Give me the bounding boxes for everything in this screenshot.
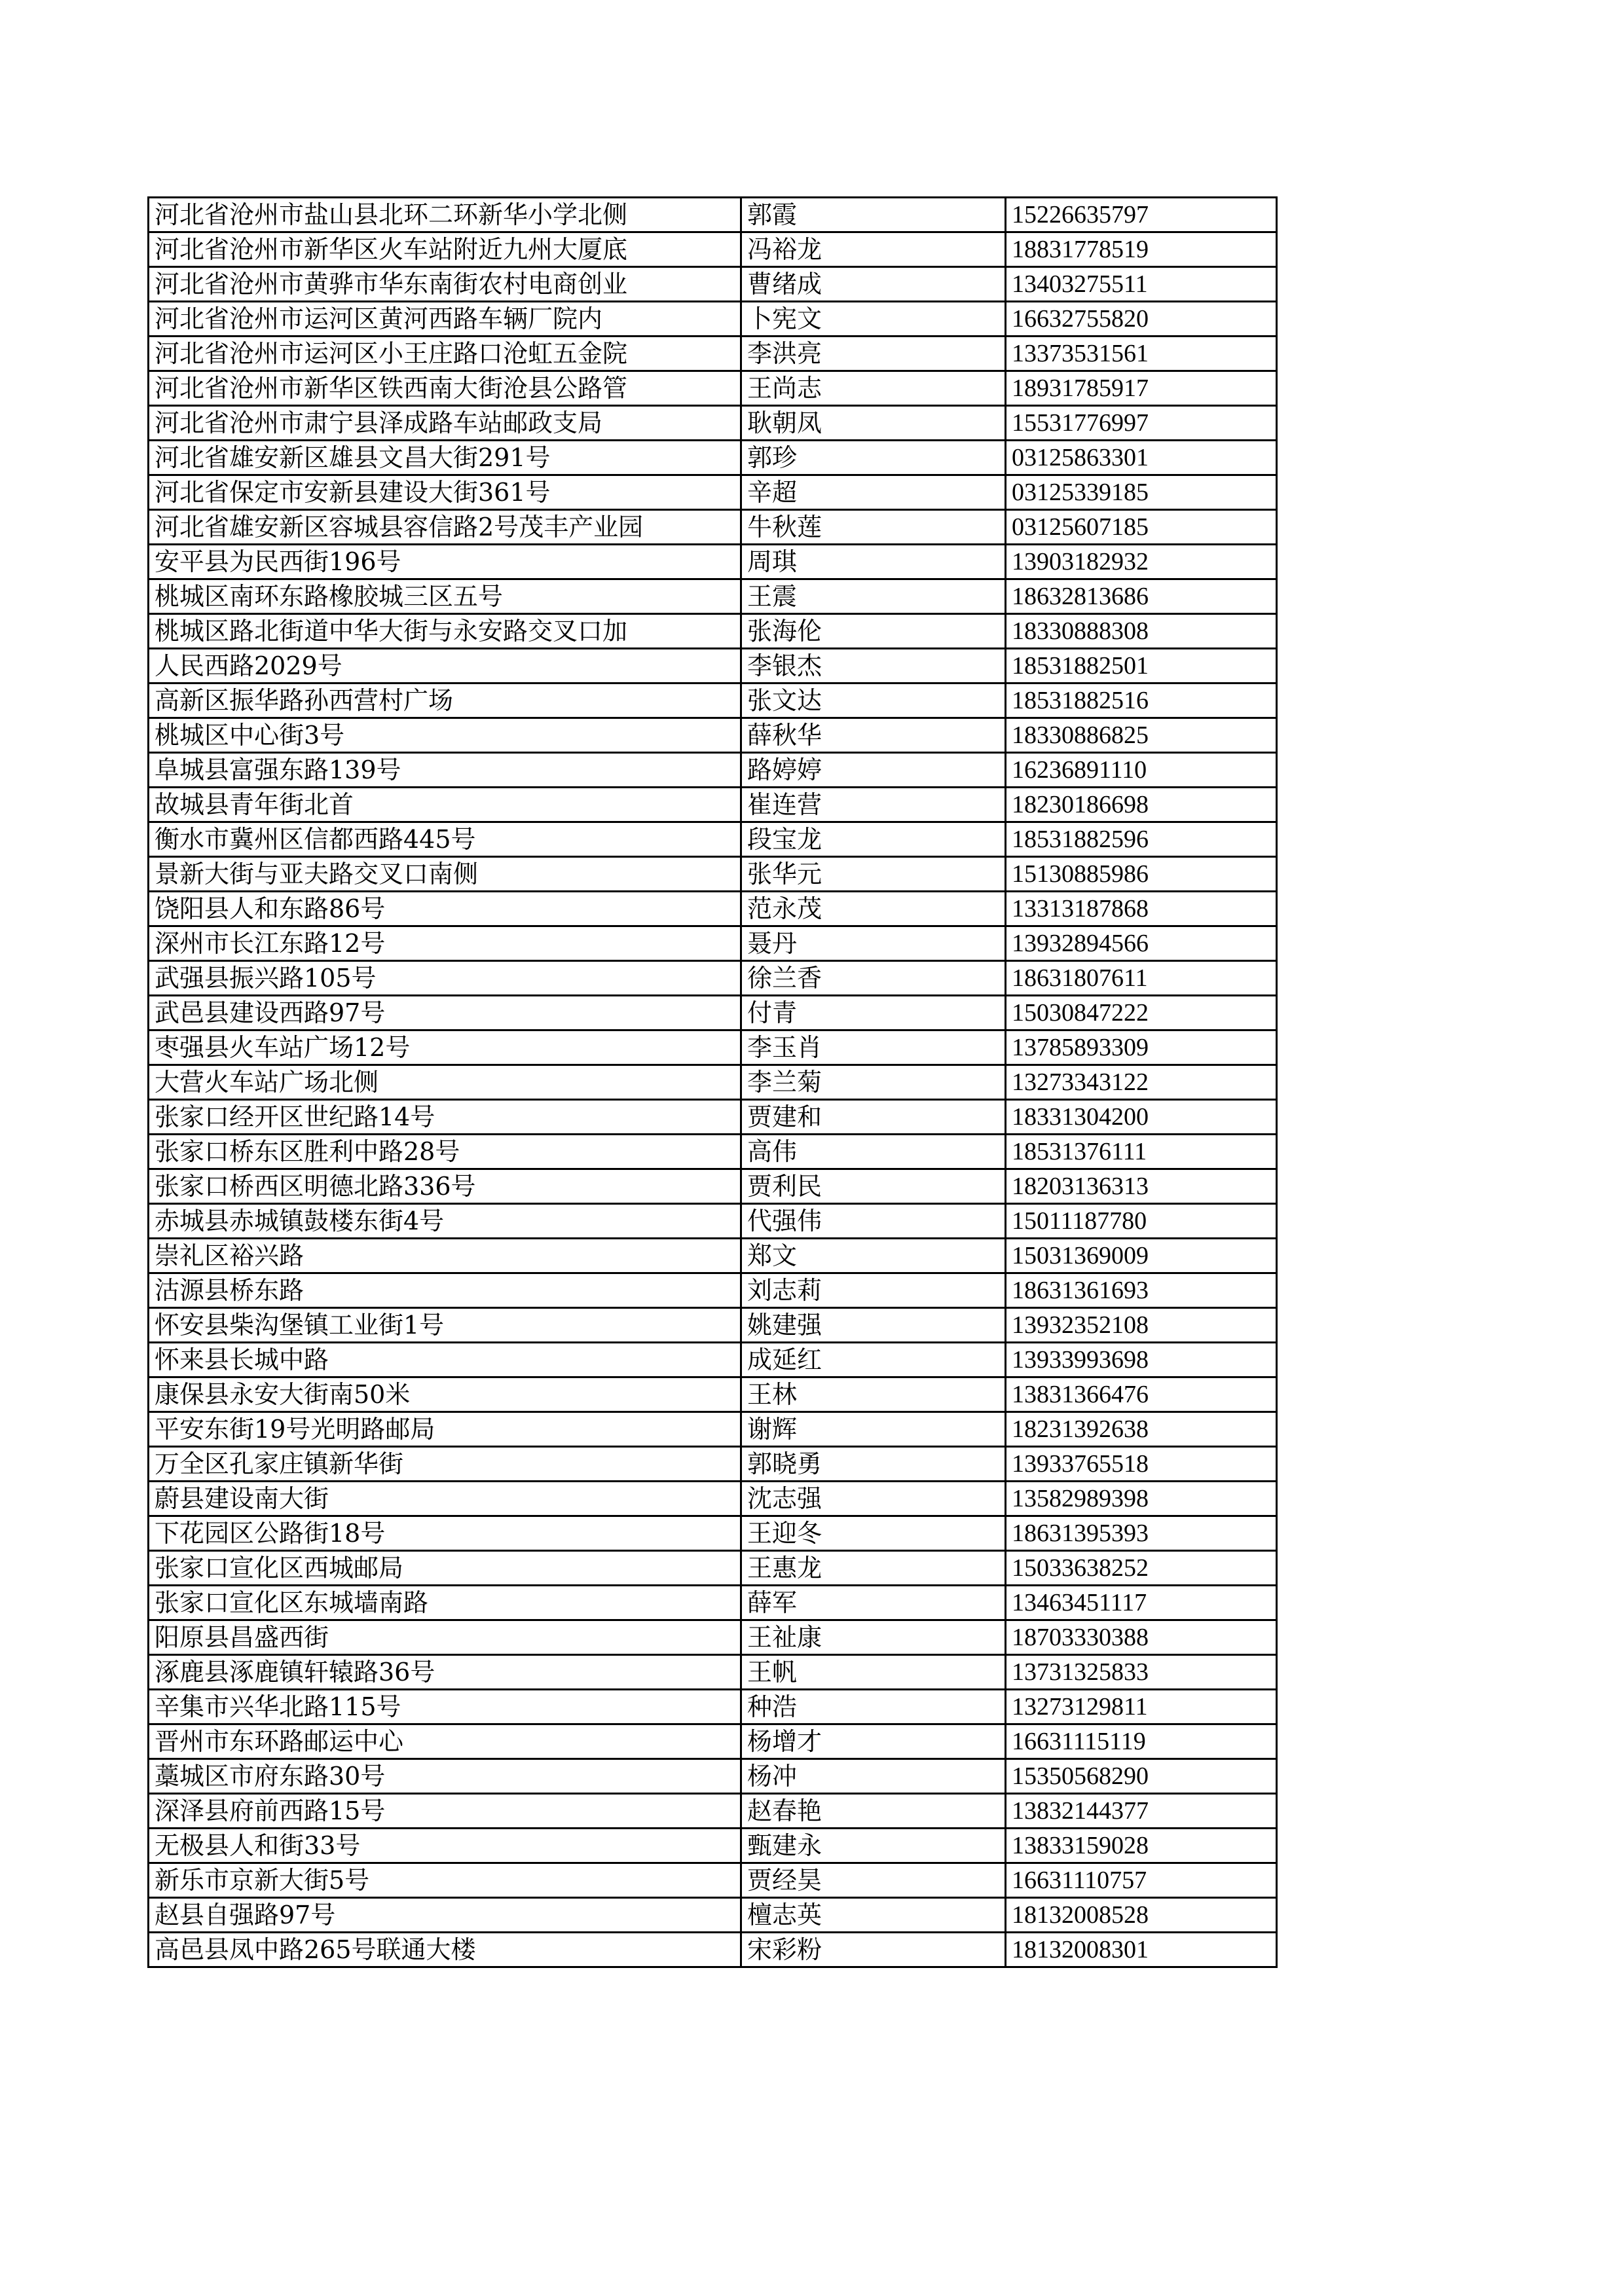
contact-name-cell[interactable]: 李洪亮 — [741, 337, 1006, 371]
contact-name-cell[interactable]: 冯裕龙 — [741, 232, 1006, 267]
phone-cell[interactable]: 15031369009 — [1006, 1239, 1277, 1273]
contact-name-cell[interactable]: 宋彩粉 — [741, 1933, 1006, 1967]
address-cell[interactable]: 河北省沧州市肃宁县泽成路车站邮政支局 — [149, 406, 741, 441]
contact-name-cell[interactable]: 李玉肖 — [741, 1030, 1006, 1065]
table-row — [149, 337, 1277, 371]
contact-name-cell[interactable]: 王林 — [741, 1377, 1006, 1412]
address-cell[interactable]: 安平县为民西街196号 — [149, 545, 741, 579]
address-cell[interactable]: 康保县永安大街南50米 — [149, 1377, 741, 1412]
table-row — [149, 510, 1277, 545]
address-cell[interactable]: 桃城区中心街3号 — [149, 718, 741, 753]
contact-name-cell[interactable]: 薛军 — [741, 1586, 1006, 1620]
phone-cell[interactable]: 18203136313 — [1006, 1169, 1277, 1204]
table-row — [149, 961, 1277, 996]
address-cell[interactable]: 深泽县府前西路15号 — [149, 1794, 741, 1829]
table-row — [149, 1343, 1277, 1377]
table-row — [149, 1169, 1277, 1204]
contact-table — [147, 196, 1278, 1968]
phone-cell[interactable]: 13933765518 — [1006, 1447, 1277, 1482]
address-cell[interactable]: 崇礼区裕兴路 — [149, 1239, 741, 1273]
phone-cell[interactable]: 15350568290 — [1006, 1759, 1277, 1794]
table-row — [149, 1829, 1277, 1863]
phone-cell[interactable]: 13273129811 — [1006, 1690, 1277, 1724]
table-row — [149, 267, 1277, 302]
contact-name-cell[interactable]: 郭珍 — [741, 441, 1006, 475]
table-row — [149, 753, 1277, 788]
phone-cell[interactable]: 13833159028 — [1006, 1829, 1277, 1863]
contact-name-cell[interactable]: 薛秋华 — [741, 718, 1006, 753]
phone-cell[interactable]: 18531882516 — [1006, 683, 1277, 718]
address-cell[interactable]: 武邑县建设西路97号 — [149, 996, 741, 1030]
contact-name-cell[interactable]: 王祉康 — [741, 1620, 1006, 1655]
table-row — [149, 1759, 1277, 1794]
address-cell[interactable]: 晋州市东环路邮运中心 — [149, 1724, 741, 1759]
table-row — [149, 1863, 1277, 1898]
table-row — [149, 1204, 1277, 1239]
table-row — [149, 1690, 1277, 1724]
table-row — [149, 1135, 1277, 1169]
table-row — [149, 718, 1277, 753]
phone-cell[interactable]: 13832144377 — [1006, 1794, 1277, 1829]
contact-name-cell[interactable]: 徐兰香 — [741, 961, 1006, 996]
address-cell[interactable]: 涿鹿县涿鹿镇轩辕路36号 — [149, 1655, 741, 1690]
phone-cell[interactable]: 15033638252 — [1006, 1551, 1277, 1586]
contact-name-cell[interactable]: 王惠龙 — [741, 1551, 1006, 1586]
contact-name-cell[interactable]: 高伟 — [741, 1135, 1006, 1169]
contact-name-cell[interactable]: 郑文 — [741, 1239, 1006, 1273]
address-cell[interactable]: 张家口桥西区明德北路336号 — [149, 1169, 741, 1204]
phone-cell[interactable]: 15130885986 — [1006, 857, 1277, 892]
table-row — [149, 1412, 1277, 1447]
phone-cell[interactable]: 18931785917 — [1006, 371, 1277, 406]
contact-name-cell[interactable]: 路婷婷 — [741, 753, 1006, 788]
table-row — [149, 822, 1277, 857]
table-row — [149, 1482, 1277, 1516]
contact-name-cell[interactable]: 张文达 — [741, 683, 1006, 718]
address-cell[interactable]: 怀安县柴沟堡镇工业街1号 — [149, 1308, 741, 1343]
table-row — [149, 1794, 1277, 1829]
phone-cell[interactable]: 18531376111 — [1006, 1135, 1277, 1169]
table-row — [149, 683, 1277, 718]
table-row — [149, 1724, 1277, 1759]
table-row — [149, 1516, 1277, 1551]
contact-name-cell[interactable]: 范永茂 — [741, 892, 1006, 926]
phone-cell[interactable]: 18632813686 — [1006, 579, 1277, 614]
address-cell[interactable]: 大营火车站广场北侧 — [149, 1065, 741, 1100]
address-cell[interactable]: 河北省保定市安新县建设大街361号 — [149, 475, 741, 510]
contact-name-cell[interactable]: 沈志强 — [741, 1482, 1006, 1516]
table-row — [149, 1377, 1277, 1412]
phone-cell[interactable]: 03125863301 — [1006, 441, 1277, 475]
address-cell[interactable]: 深州市长江东路12号 — [149, 926, 741, 961]
phone-cell[interactable]: 18831778519 — [1006, 232, 1277, 267]
address-cell[interactable]: 人民西路2029号 — [149, 649, 741, 683]
contact-name-cell[interactable]: 谢辉 — [741, 1412, 1006, 1447]
table-row — [149, 198, 1277, 232]
phone-cell[interactable]: 16631110757 — [1006, 1863, 1277, 1898]
phone-cell[interactable]: 13582989398 — [1006, 1482, 1277, 1516]
contact-name-cell[interactable]: 贾经昊 — [741, 1863, 1006, 1898]
contact-name-cell[interactable]: 李兰菊 — [741, 1065, 1006, 1100]
address-cell[interactable]: 高邑县凤中路265号联通大楼 — [149, 1933, 741, 1967]
contact-name-cell[interactable]: 贾建和 — [741, 1100, 1006, 1135]
address-cell[interactable]: 桃城区路北街道中华大街与永安路交叉口加 — [149, 614, 741, 649]
table-row — [149, 926, 1277, 961]
phone-cell[interactable]: 13731325833 — [1006, 1655, 1277, 1690]
address-cell[interactable]: 辛集市兴华北路115号 — [149, 1690, 741, 1724]
table-row — [149, 1620, 1277, 1655]
contact-name-cell[interactable]: 王震 — [741, 579, 1006, 614]
address-cell[interactable]: 藁城区市府东路30号 — [149, 1759, 741, 1794]
phone-cell[interactable]: 18531882501 — [1006, 649, 1277, 683]
table-row — [149, 406, 1277, 441]
phone-cell[interactable]: 13403275511 — [1006, 267, 1277, 302]
address-cell[interactable]: 下花园区公路街18号 — [149, 1516, 741, 1551]
contact-name-cell[interactable]: 种浩 — [741, 1690, 1006, 1724]
table-row — [149, 1898, 1277, 1933]
phone-cell[interactable]: 18330886825 — [1006, 718, 1277, 753]
address-cell[interactable]: 桃城区南环东路橡胶城三区五号 — [149, 579, 741, 614]
table-row — [149, 441, 1277, 475]
contact-name-cell[interactable]: 郭霞 — [741, 198, 1006, 232]
address-cell[interactable]: 阜城县富强东路139号 — [149, 753, 741, 788]
contact-name-cell[interactable]: 王尚志 — [741, 371, 1006, 406]
contact-name-cell[interactable]: 李银杰 — [741, 649, 1006, 683]
table-row — [149, 1655, 1277, 1690]
contact-name-cell[interactable]: 王帆 — [741, 1655, 1006, 1690]
address-cell[interactable]: 张家口桥东区胜利中路28号 — [149, 1135, 741, 1169]
phone-cell[interactable]: 16632755820 — [1006, 302, 1277, 337]
phone-cell[interactable]: 16236891110 — [1006, 753, 1277, 788]
contact-name-cell[interactable]: 甄建永 — [741, 1829, 1006, 1863]
address-cell[interactable]: 河北省沧州市黄骅市华东南街农村电商创业 — [149, 267, 741, 302]
phone-cell[interactable]: 13932352108 — [1006, 1308, 1277, 1343]
address-cell[interactable]: 枣强县火车站广场12号 — [149, 1030, 741, 1065]
phone-cell[interactable]: 18631807611 — [1006, 961, 1277, 996]
address-cell[interactable]: 河北省雄安新区容城县容信路2号茂丰产业园 — [149, 510, 741, 545]
contact-name-cell[interactable]: 曹绪成 — [741, 267, 1006, 302]
contact-name-cell[interactable]: 周琪 — [741, 545, 1006, 579]
phone-cell[interactable]: 18531882596 — [1006, 822, 1277, 857]
table-row — [149, 1273, 1277, 1308]
address-cell[interactable]: 张家口经开区世纪路14号 — [149, 1100, 741, 1135]
contact-name-cell[interactable]: 代强伟 — [741, 1204, 1006, 1239]
phone-cell[interactable]: 03125607185 — [1006, 510, 1277, 545]
address-cell[interactable]: 景新大街与亚夫路交叉口南侧 — [149, 857, 741, 892]
phone-cell[interactable]: 18331304200 — [1006, 1100, 1277, 1135]
contact-name-cell[interactable]: 檀志英 — [741, 1898, 1006, 1933]
phone-cell[interactable]: 13273343122 — [1006, 1065, 1277, 1100]
contact-name-cell[interactable]: 卜宪文 — [741, 302, 1006, 337]
contact-name-cell[interactable]: 杨增才 — [741, 1724, 1006, 1759]
address-cell[interactable]: 武强县振兴路105号 — [149, 961, 741, 996]
contact-name-cell[interactable]: 姚建强 — [741, 1308, 1006, 1343]
phone-cell[interactable]: 18330888308 — [1006, 614, 1277, 649]
contact-name-cell[interactable]: 贾利民 — [741, 1169, 1006, 1204]
phone-cell[interactable]: 13373531561 — [1006, 337, 1277, 371]
phone-cell[interactable]: 15226635797 — [1006, 198, 1277, 232]
contact-name-cell[interactable]: 张海伦 — [741, 614, 1006, 649]
phone-cell[interactable]: 18631395393 — [1006, 1516, 1277, 1551]
table-row — [149, 302, 1277, 337]
address-cell[interactable]: 蔚县建设南大街 — [149, 1482, 741, 1516]
table-row — [149, 1933, 1277, 1967]
phone-cell[interactable]: 16631115119 — [1006, 1724, 1277, 1759]
contact-name-cell[interactable]: 付青 — [741, 996, 1006, 1030]
phone-cell[interactable]: 03125339185 — [1006, 475, 1277, 510]
table-row — [149, 614, 1277, 649]
phone-cell[interactable]: 13313187868 — [1006, 892, 1277, 926]
address-cell[interactable]: 新乐市京新大街5号 — [149, 1863, 741, 1898]
phone-cell[interactable]: 15011187780 — [1006, 1204, 1277, 1239]
table-row — [149, 1586, 1277, 1620]
address-cell[interactable]: 怀来县长城中路 — [149, 1343, 741, 1377]
table-row — [149, 1030, 1277, 1065]
table-row — [149, 232, 1277, 267]
address-cell[interactable]: 河北省沧州市运河区黄河西路车辆厂院内 — [149, 302, 741, 337]
phone-cell[interactable]: 13463451117 — [1006, 1586, 1277, 1620]
table-body — [149, 198, 1277, 1967]
address-cell[interactable]: 无极县人和街33号 — [149, 1829, 741, 1863]
address-cell[interactable]: 河北省沧州市盐山县北环二环新华小学北侧 — [149, 198, 741, 232]
phone-cell[interactable]: 18631361693 — [1006, 1273, 1277, 1308]
contact-name-cell[interactable]: 赵春艳 — [741, 1794, 1006, 1829]
address-cell[interactable]: 张家口宣化区东城墙南路 — [149, 1586, 741, 1620]
address-cell[interactable]: 饶阳县人和东路86号 — [149, 892, 741, 926]
table-row — [149, 475, 1277, 510]
contact-name-cell[interactable]: 郭晓勇 — [741, 1447, 1006, 1482]
table-row — [149, 892, 1277, 926]
phone-cell[interactable]: 13831366476 — [1006, 1377, 1277, 1412]
address-cell[interactable]: 平安东街19号光明路邮局 — [149, 1412, 741, 1447]
phone-cell[interactable]: 13932894566 — [1006, 926, 1277, 961]
address-cell[interactable]: 高新区振华路孙西营村广场 — [149, 683, 741, 718]
contact-name-cell[interactable]: 辛超 — [741, 475, 1006, 510]
contact-name-cell[interactable]: 耿朝凤 — [741, 406, 1006, 441]
phone-cell[interactable]: 18230186698 — [1006, 788, 1277, 822]
phone-cell[interactable]: 13785893309 — [1006, 1030, 1277, 1065]
address-cell[interactable]: 河北省沧州市新华区火车站附近九州大厦底 — [149, 232, 741, 267]
table-row — [149, 1065, 1277, 1100]
phone-cell[interactable]: 15531776997 — [1006, 406, 1277, 441]
phone-cell[interactable]: 18132008301 — [1006, 1933, 1277, 1967]
contact-name-cell[interactable]: 杨冲 — [741, 1759, 1006, 1794]
table-row — [149, 545, 1277, 579]
phone-cell[interactable]: 18231392638 — [1006, 1412, 1277, 1447]
table-row — [149, 996, 1277, 1030]
contact-name-cell[interactable]: 聂丹 — [741, 926, 1006, 961]
address-cell[interactable]: 阳原县昌盛西街 — [149, 1620, 741, 1655]
address-cell[interactable]: 河北省雄安新区雄县文昌大街291号 — [149, 441, 741, 475]
contact-name-cell[interactable]: 成延红 — [741, 1343, 1006, 1377]
table-row — [149, 1239, 1277, 1273]
phone-cell[interactable]: 13903182932 — [1006, 545, 1277, 579]
contact-name-cell[interactable]: 段宝龙 — [741, 822, 1006, 857]
address-cell[interactable]: 故城县青年街北首 — [149, 788, 741, 822]
contact-name-cell[interactable]: 牛秋莲 — [741, 510, 1006, 545]
phone-cell[interactable]: 15030847222 — [1006, 996, 1277, 1030]
address-cell[interactable]: 张家口宣化区西城邮局 — [149, 1551, 741, 1586]
phone-cell[interactable]: 13933993698 — [1006, 1343, 1277, 1377]
table-row — [149, 1308, 1277, 1343]
table-row — [149, 1447, 1277, 1482]
address-cell[interactable]: 河北省沧州市运河区小王庄路口沧虹五金院 — [149, 337, 741, 371]
table-row — [149, 579, 1277, 614]
contact-name-cell[interactable]: 刘志莉 — [741, 1273, 1006, 1308]
address-cell[interactable]: 河北省沧州市新华区铁西南大街沧县公路管 — [149, 371, 741, 406]
address-cell[interactable]: 赤城县赤城镇鼓楼东街4号 — [149, 1204, 741, 1239]
address-cell[interactable]: 衡水市冀州区信都西路445号 — [149, 822, 741, 857]
phone-cell[interactable]: 18703330388 — [1006, 1620, 1277, 1655]
table-row — [149, 1100, 1277, 1135]
contact-name-cell[interactable]: 张华元 — [741, 857, 1006, 892]
contact-name-cell[interactable]: 王迎冬 — [741, 1516, 1006, 1551]
phone-cell[interactable]: 18132008528 — [1006, 1898, 1277, 1933]
table-row — [149, 371, 1277, 406]
address-cell[interactable]: 万全区孔家庄镇新华街 — [149, 1447, 741, 1482]
address-cell[interactable]: 赵县自强路97号 — [149, 1898, 741, 1933]
table-row — [149, 857, 1277, 892]
table-row — [149, 788, 1277, 822]
table-row — [149, 1551, 1277, 1586]
address-cell[interactable]: 沽源县桥东路 — [149, 1273, 741, 1308]
contact-name-cell[interactable]: 崔连营 — [741, 788, 1006, 822]
table-row — [149, 649, 1277, 683]
